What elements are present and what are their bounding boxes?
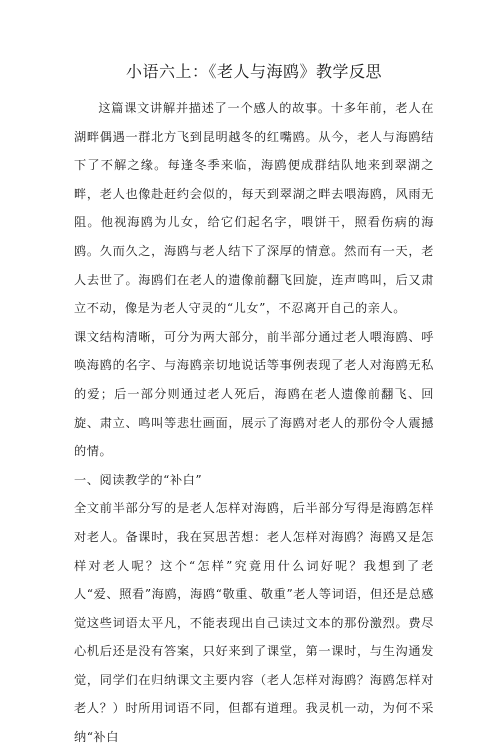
section-heading: 一、阅读教学的“补白” — [74, 472, 203, 487]
intro-paragraph: 这篇课文讲解并描述了一个感人的故事。十多年前，老人在湖畔偶遇一群北方飞到昆明越冬的红嘴鸥。从今，老人与海鸥结下了不解之缘。每逢冬季来临，海鸥便成群结队地来到翠湖之畔，老人也像赴赶约会似的，每天到翠湖之畔去喂海鸥，风雨无阻。他视海鸥为儿女，给它们起名字，喂饼干，照看伤病的海鸥。久而久之，海鸥与老人结下了深厚的情意。然而有一天，老人去世了。海鸥们在老人的遗像前翻飞回旋，连声鸣叫，后又肃立不动，像是为老人守灵的“儿女”，不忍离开自己的亲人。 — [74, 101, 434, 316]
structure-paragraph: 课文结构清晰，可分为两大部分，前半部分通过老人喂海鸥、呼唤海鸥的名字、与海鸥亲切地说话等事例表现了老人对海鸥无私的爱；后一部分则通过老人死后，海鸥在老人遗像前翻飞、回旋、肃立、鸣叫等悲壮画面，展示了海鸥对老人的那份令人震撼的情。 — [74, 329, 434, 459]
document-page — [74, 62, 434, 752]
document-title: 小语六上：《老人与海鸥》教学反思 — [125, 62, 382, 81]
section-paragraph: 全文前半部分写的是老人怎样对海鸥，后半部分写得是海鸥怎样对老人。备课时，我在冥思苦想：老人怎样对海鸥？海鸥又是怎样对老人呢？这个“怎样”究竟用什么词好呢？我想到了老人“爱、照看”海鸥，海鸥“敬重、敬重”老人等词语，但还是总感觉这些词语太平凡，不能表现出自己读过文本的那份激烈。费尽心机后还是没有答案，只好来到了课堂，第一课时，与生沟通发觉，同学们在归纳课文主要内容（老人怎样对海鸥？海鸥怎样对老人？）时所用词语不同，但都有道理。我灵机一动，为何不采纳“补白 — [74, 501, 434, 745]
